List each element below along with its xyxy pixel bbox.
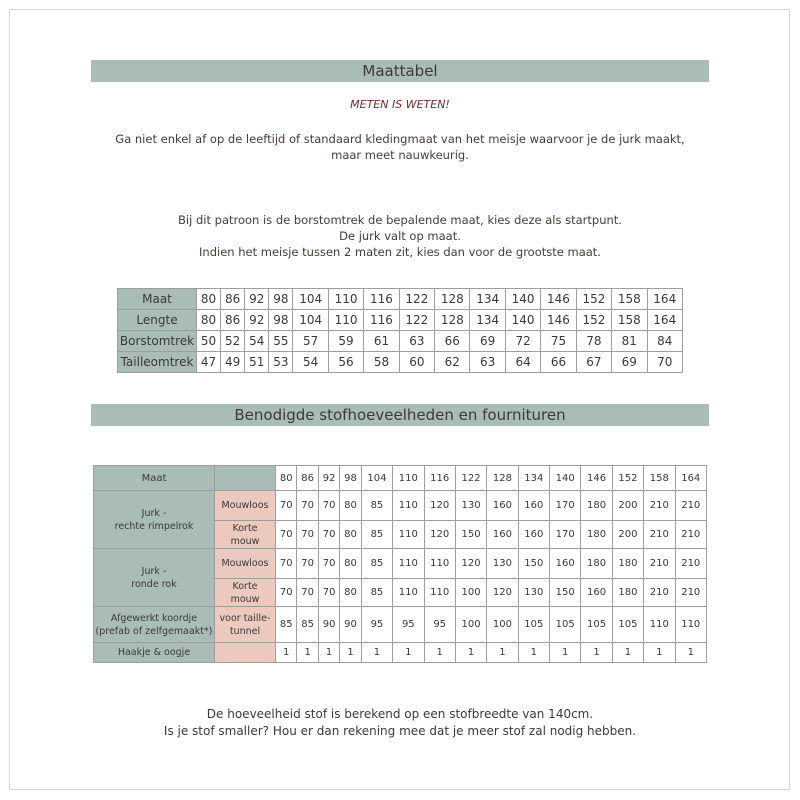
size-header-cell: 86 xyxy=(297,466,318,491)
advice-line: Bij dit patroon is de borstomtrek de bepalende maat, kies deze als startpunt. xyxy=(178,213,622,227)
fabric-cell: 130 xyxy=(518,579,549,607)
sub-label-line: Mouwloos xyxy=(221,500,269,511)
fabric-cell: 105 xyxy=(612,607,643,643)
fabric-cell: 150 xyxy=(518,549,549,579)
fabric-cell: 210 xyxy=(644,549,675,579)
size-cell: 70 xyxy=(647,352,683,373)
fabric-cell: 80 xyxy=(340,579,361,607)
fabric-cell: 90 xyxy=(318,607,339,643)
size-cell: 63 xyxy=(399,331,434,352)
size-header-cell: 152 xyxy=(612,466,643,491)
fabric-cell: 130 xyxy=(455,491,486,521)
fabric-cell: 210 xyxy=(644,491,675,521)
fabric-cell: 100 xyxy=(487,607,518,643)
group-label xyxy=(94,607,215,643)
fabric-cell: 105 xyxy=(581,607,612,643)
size-header-cell: 134 xyxy=(518,466,549,491)
sub-label xyxy=(215,643,276,663)
fabric-cell: 1 xyxy=(518,643,549,663)
size-cell: 164 xyxy=(647,289,683,310)
fabric-cell: 150 xyxy=(455,521,486,549)
size-header-cell: 92 xyxy=(318,466,339,491)
intro-line: Ga niet enkel af op de leeftijd of standaard kledingmaat van het meisje waarvoor je de jurk maakt, xyxy=(115,132,685,146)
size-cell: 72 xyxy=(505,331,540,352)
sub-label-line: voor taille- xyxy=(219,612,271,624)
size-cell: 152 xyxy=(576,289,611,310)
fabric-cell: 130 xyxy=(487,549,518,579)
fabric-cell: 1 xyxy=(612,643,643,663)
fabric-cell: 70 xyxy=(297,521,318,549)
size-cell: 53 xyxy=(269,352,293,373)
size-cell: 66 xyxy=(435,331,470,352)
sub-label xyxy=(215,521,276,549)
subtitle: METEN IS WETEN! xyxy=(350,98,450,111)
sub-label xyxy=(215,491,276,521)
size-header-cell: 158 xyxy=(644,466,675,491)
fabric-cell: 70 xyxy=(318,491,339,521)
fabric-cell: 80 xyxy=(340,521,361,549)
fabric-row xyxy=(94,549,707,579)
fabric-cell: 200 xyxy=(612,521,643,549)
row-label: Maat xyxy=(118,289,197,310)
size-header-cell: 128 xyxy=(487,466,518,491)
fabric-cell: 70 xyxy=(276,549,297,579)
group-label-line: Jurk - xyxy=(141,507,167,519)
fabric-cell: 170 xyxy=(550,491,581,521)
fabric-cell: 95 xyxy=(361,607,392,643)
fabric-cell: 1 xyxy=(297,643,318,663)
size-cell: 110 xyxy=(328,289,363,310)
fabric-cell: 200 xyxy=(612,491,643,521)
fabric-cell: 70 xyxy=(318,549,339,579)
advice-line: Indien het meisje tussen 2 maten zit, kies dan voor de grootste maat. xyxy=(199,245,601,259)
fabric-cell: 85 xyxy=(361,521,392,549)
fabric-cell: 160 xyxy=(518,521,549,549)
fabric-cell: 210 xyxy=(675,521,707,549)
fabric-cell: 1 xyxy=(550,643,581,663)
group-label-line: Afgewerkt koordje xyxy=(110,612,198,624)
size-header-cell: 80 xyxy=(276,466,297,491)
size-header-cell: 122 xyxy=(455,466,486,491)
size-cell: 59 xyxy=(328,331,363,352)
size-cell: 146 xyxy=(541,289,576,310)
sub-label-line: Korte xyxy=(232,580,258,592)
size-cell: 80 xyxy=(197,289,221,310)
size-cell: 55 xyxy=(269,331,293,352)
fabric-cell: 110 xyxy=(675,607,707,643)
size-cell: 86 xyxy=(221,289,245,310)
row-label: Lengte xyxy=(118,310,197,331)
fabric-cell: 180 xyxy=(612,579,643,607)
group-label xyxy=(94,491,215,549)
fabric-cell: 160 xyxy=(581,579,612,607)
size-cell: 60 xyxy=(399,352,434,373)
fabric-cell: 180 xyxy=(581,549,612,579)
size-cell: 75 xyxy=(541,331,576,352)
size-cell: 98 xyxy=(269,310,293,331)
fabric-cell: 1 xyxy=(340,643,361,663)
footer-note xyxy=(60,706,740,740)
fabric-cell: 80 xyxy=(340,549,361,579)
fabric-cell: 160 xyxy=(518,491,549,521)
size-table xyxy=(117,288,683,373)
group-label-line: ronde rok xyxy=(131,578,177,590)
fabric-cell: 1 xyxy=(675,643,707,663)
size-cell: 146 xyxy=(541,310,576,331)
fabric-cell: 120 xyxy=(455,549,486,579)
fabric-cell: 70 xyxy=(297,549,318,579)
size-cell: 57 xyxy=(293,331,328,352)
fabric-cell: 120 xyxy=(424,521,455,549)
sub-label-line: mouw xyxy=(230,593,260,605)
fabric-cell: 110 xyxy=(424,549,455,579)
size-cell: 98 xyxy=(269,289,293,310)
size-cell: 86 xyxy=(221,310,245,331)
size-cell: 92 xyxy=(245,289,269,310)
size-table-row xyxy=(118,352,683,373)
fabric-cell: 105 xyxy=(518,607,549,643)
fabric-cell: 85 xyxy=(361,549,392,579)
size-cell: 116 xyxy=(364,310,399,331)
fabric-cell: 70 xyxy=(318,579,339,607)
size-cell: 58 xyxy=(364,352,399,373)
fabric-cell: 70 xyxy=(297,579,318,607)
intro-line: maar meet nauwkeurig. xyxy=(331,148,469,162)
fabric-cell: 110 xyxy=(393,579,424,607)
fabric-cell: 210 xyxy=(644,521,675,549)
size-cell: 128 xyxy=(435,310,470,331)
size-header-cell: 140 xyxy=(550,466,581,491)
fabric-cell: 1 xyxy=(644,643,675,663)
fabric-header-row xyxy=(94,466,707,491)
size-cell: 61 xyxy=(364,331,399,352)
fabric-cell: 210 xyxy=(675,491,707,521)
header-label: Maat xyxy=(94,466,215,491)
fabric-cell: 110 xyxy=(424,579,455,607)
sub-label xyxy=(215,579,276,607)
fabric-cell: 150 xyxy=(550,579,581,607)
size-cell: 140 xyxy=(505,289,540,310)
size-cell: 104 xyxy=(293,289,328,310)
fabric-cell: 210 xyxy=(675,579,707,607)
size-cell: 140 xyxy=(505,310,540,331)
fabric-cell: 80 xyxy=(340,491,361,521)
fabric-cell: 70 xyxy=(276,579,297,607)
size-cell: 49 xyxy=(221,352,245,373)
group-label-line: Jurk - xyxy=(141,565,167,577)
size-cell: 152 xyxy=(576,310,611,331)
size-header-cell: 146 xyxy=(581,466,612,491)
size-table-row xyxy=(118,289,683,310)
fabric-cell: 85 xyxy=(297,607,318,643)
size-cell: 104 xyxy=(293,310,328,331)
size-cell: 67 xyxy=(576,352,611,373)
size-cell: 122 xyxy=(399,289,434,310)
size-cell: 158 xyxy=(612,289,647,310)
sub-label-line: Mouwloos xyxy=(221,558,269,569)
row-label: Tailleomtrek xyxy=(118,352,197,373)
size-table-row xyxy=(118,310,683,331)
size-cell: 54 xyxy=(245,331,269,352)
fabric-cell: 180 xyxy=(581,521,612,549)
sub-label xyxy=(215,549,276,579)
fabric-cell: 85 xyxy=(276,607,297,643)
fabric-row xyxy=(94,607,707,643)
size-cell: 51 xyxy=(245,352,269,373)
size-cell: 134 xyxy=(470,289,505,310)
fabric-cell: 180 xyxy=(581,491,612,521)
fabric-cell: 70 xyxy=(297,491,318,521)
size-cell: 64 xyxy=(505,352,540,373)
size-header-cell: 98 xyxy=(340,466,361,491)
size-cell: 128 xyxy=(435,289,470,310)
fabric-cell: 160 xyxy=(487,521,518,549)
section-title-fabric: Benodigde stofhoeveelheden en fournituren xyxy=(91,404,709,426)
fabric-cell: 105 xyxy=(550,607,581,643)
fabric-cell: 70 xyxy=(318,521,339,549)
size-cell: 54 xyxy=(293,352,328,373)
fabric-cell: 85 xyxy=(361,579,392,607)
fabric-row xyxy=(94,491,707,521)
sub-label-line: Korte xyxy=(232,522,258,534)
footer-line: Is je stof smaller? Hou er dan rekening mee dat je meer stof zal nodig hebben. xyxy=(163,724,637,738)
group-label-line: Haakje & oogje xyxy=(117,647,191,658)
fabric-cell: 120 xyxy=(487,579,518,607)
fabric-cell: 110 xyxy=(393,491,424,521)
size-cell: 158 xyxy=(612,310,647,331)
size-header-cell: 110 xyxy=(393,466,424,491)
size-table-row xyxy=(118,331,683,352)
size-cell: 81 xyxy=(612,331,647,352)
size-header-cell: 164 xyxy=(675,466,707,491)
group-label xyxy=(94,549,215,607)
size-header-cell: 116 xyxy=(424,466,455,491)
fabric-cell: 170 xyxy=(550,521,581,549)
fabric-cell: 85 xyxy=(361,491,392,521)
footer-line: De hoeveelheid stof is berekend op een stofbreedte van 140cm. xyxy=(206,707,594,721)
intro-text xyxy=(60,131,740,163)
size-cell: 116 xyxy=(364,289,399,310)
fabric-cell: 180 xyxy=(612,549,643,579)
header-blank xyxy=(215,466,276,491)
advice-line: De jurk valt op maat. xyxy=(339,229,461,243)
fabric-cell: 1 xyxy=(487,643,518,663)
row-label: Borstomtrek xyxy=(118,331,197,352)
fabric-cell: 1 xyxy=(424,643,455,663)
fabric-cell: 1 xyxy=(581,643,612,663)
size-cell: 122 xyxy=(399,310,434,331)
fabric-cell: 110 xyxy=(393,549,424,579)
size-cell: 69 xyxy=(470,331,505,352)
size-cell: 164 xyxy=(647,310,683,331)
fabric-cell: 70 xyxy=(276,491,297,521)
size-cell: 56 xyxy=(328,352,363,373)
size-cell: 84 xyxy=(647,331,683,352)
fabric-table xyxy=(93,465,707,663)
size-cell: 66 xyxy=(541,352,576,373)
group-label-line: (prefab of zelfgemaakt*) xyxy=(95,625,213,637)
size-cell: 62 xyxy=(435,352,470,373)
fabric-cell: 160 xyxy=(550,549,581,579)
fabric-cell: 210 xyxy=(675,549,707,579)
fabric-cell: 1 xyxy=(318,643,339,663)
size-cell: 50 xyxy=(197,331,221,352)
fabric-cell: 70 xyxy=(276,521,297,549)
fabric-cell: 100 xyxy=(455,607,486,643)
page-frame xyxy=(9,9,790,790)
size-cell: 69 xyxy=(612,352,647,373)
fabric-cell: 1 xyxy=(455,643,486,663)
size-cell: 78 xyxy=(576,331,611,352)
advice-text xyxy=(60,212,740,260)
fabric-cell: 1 xyxy=(361,643,392,663)
size-cell: 92 xyxy=(245,310,269,331)
fabric-cell: 90 xyxy=(340,607,361,643)
fabric-cell: 110 xyxy=(644,607,675,643)
fabric-cell: 95 xyxy=(424,607,455,643)
fabric-cell: 1 xyxy=(393,643,424,663)
size-header-cell: 104 xyxy=(361,466,392,491)
group-label xyxy=(94,643,215,663)
sub-label-line: mouw xyxy=(230,535,260,547)
size-cell: 80 xyxy=(197,310,221,331)
group-label-line: rechte rimpelrok xyxy=(114,520,194,532)
size-cell: 47 xyxy=(197,352,221,373)
size-cell: 110 xyxy=(328,310,363,331)
fabric-cell: 110 xyxy=(393,521,424,549)
fabric-cell: 1 xyxy=(276,643,297,663)
size-cell: 134 xyxy=(470,310,505,331)
fabric-cell: 160 xyxy=(487,491,518,521)
fabric-cell: 210 xyxy=(644,579,675,607)
fabric-cell: 120 xyxy=(424,491,455,521)
sub-label xyxy=(215,607,276,643)
sub-label-line: tunnel xyxy=(229,625,261,637)
fabric-row xyxy=(94,643,707,663)
size-cell: 52 xyxy=(221,331,245,352)
section-title-size-chart: Maattabel xyxy=(91,60,709,82)
size-cell: 63 xyxy=(470,352,505,373)
fabric-cell: 100 xyxy=(455,579,486,607)
fabric-cell: 95 xyxy=(393,607,424,643)
